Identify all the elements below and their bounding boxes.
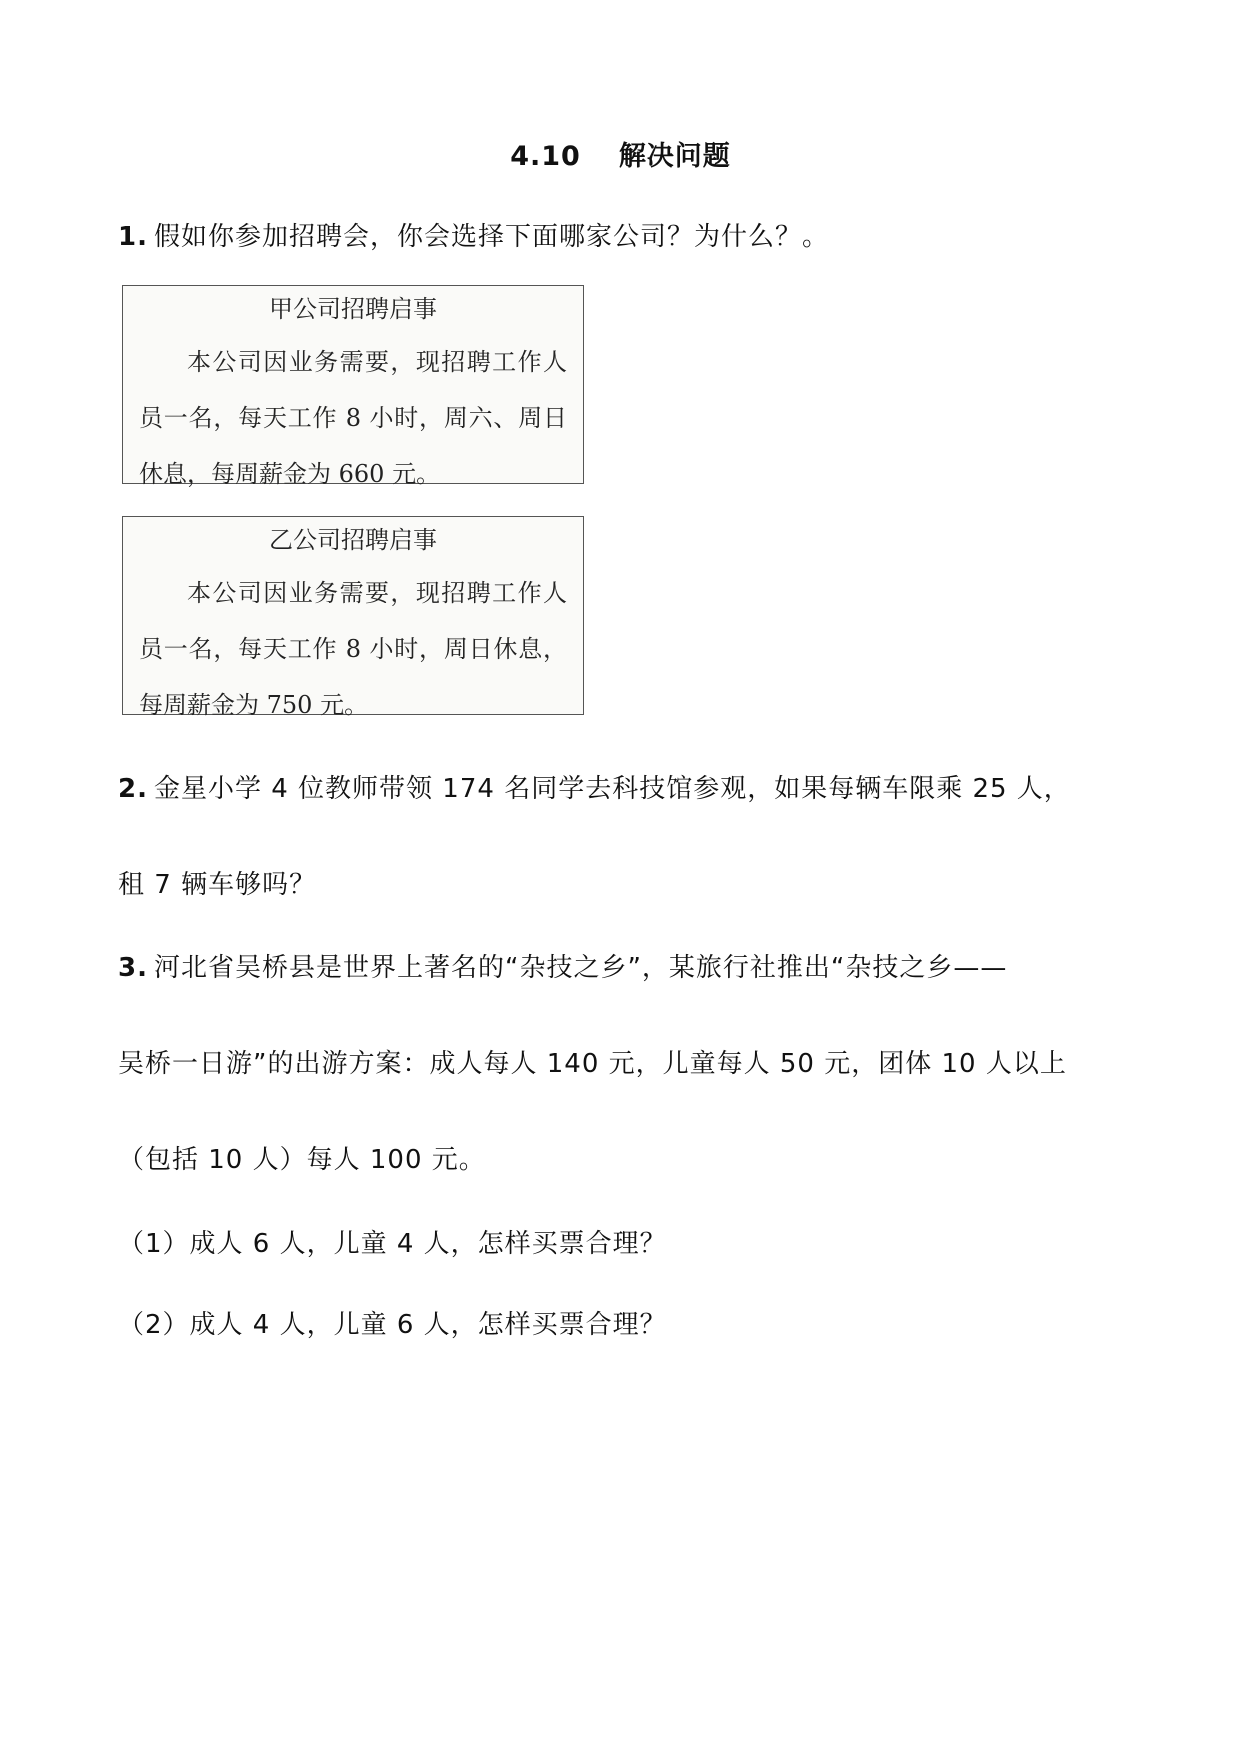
notice-b-body: 本公司因业务需要，现招聘工作人员一名，每天工作 8 小时，周日休息，每周薪金为 750 元。 xyxy=(139,579,567,719)
title-number: 4.10 xyxy=(510,141,581,172)
question-3-sub-1 xyxy=(118,1227,667,1261)
question-3-sub-2 xyxy=(118,1308,667,1342)
question-3-line-3 xyxy=(118,1143,486,1177)
notice-a-body: 本公司因业务需要，现招聘工作人员一名，每天工作 8 小时，周六、周日休息，每周薪金为 660 元。 xyxy=(139,348,567,488)
question-3-text-1: 河北省吴桥县是世界上著名的“杂技之乡”，某旅行社推出“杂技之乡—— xyxy=(153,953,1008,983)
question-3-sub-1-text: （1）成人 6 人，儿童 4 人，怎样买票合理？ xyxy=(118,1229,667,1259)
question-1 xyxy=(118,220,829,254)
question-3-number: 3. xyxy=(118,953,148,983)
question-2-text-1: 金星小学 4 位教师带领 174 名同学去科技馆参观，如果每辆车限乘 25 人， xyxy=(153,774,1071,804)
question-3-line-1 xyxy=(118,951,1007,985)
question-2-number: 2. xyxy=(118,774,148,804)
notice-b-title: 乙公司招聘启事 xyxy=(269,526,437,554)
question-2-text-2: 租 7 辆车够吗？ xyxy=(118,870,317,900)
question-3-text-2: 吴桥一日游”的出游方案：成人每人 140 元，儿童每人 50 元，团体 10 人以上 xyxy=(118,1049,1067,1079)
question-3-line-2 xyxy=(118,1047,1067,1081)
page-title xyxy=(0,134,1241,173)
notice-company-b xyxy=(122,516,584,719)
title-text: 解决问题 xyxy=(618,141,731,172)
notice-a-title: 甲公司招聘启事 xyxy=(269,295,437,323)
question-1-number: 1. xyxy=(118,222,148,252)
question-2-line-2 xyxy=(118,868,316,902)
question-1-text: 假如你参加招聘会，你会选择下面哪家公司？为什么？。 xyxy=(153,222,829,252)
notice-company-a xyxy=(122,285,584,488)
question-2-line-1 xyxy=(118,772,1071,806)
question-3-sub-2-text: （2）成人 4 人，儿童 6 人，怎样买票合理？ xyxy=(118,1310,667,1340)
question-3-text-3: （包括 10 人）每人 100 元。 xyxy=(118,1145,486,1175)
